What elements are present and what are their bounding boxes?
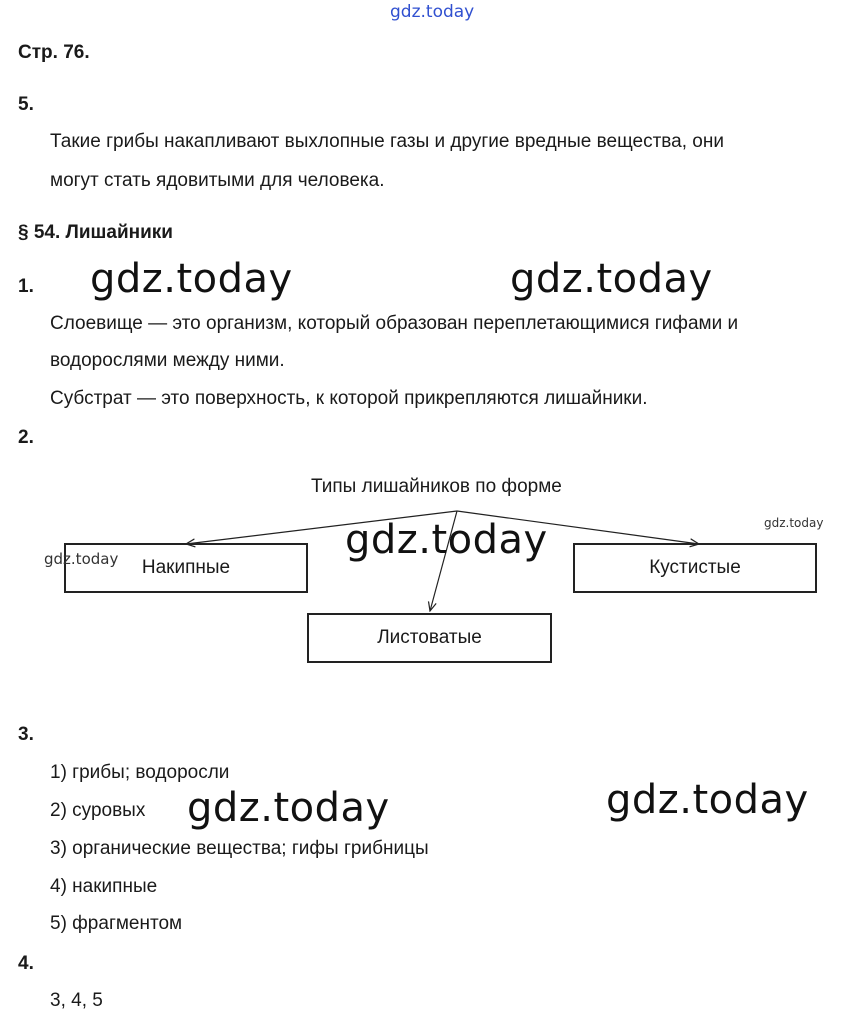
box-crustose-label: Накипные (141, 557, 231, 578)
question-5-line-2: могут стать ядовитыми для человека. (50, 170, 385, 191)
watermark-q1-left: gdz.today (90, 256, 293, 302)
watermark-diagram-left: gdz.today (44, 550, 119, 568)
question-3-item-4: 4) накипные (50, 876, 158, 897)
question-4-number: 4. (18, 953, 34, 974)
watermark-diagram-right: gdz.today (764, 516, 824, 530)
question-5-number: 5. (18, 94, 34, 115)
question-5-line-1: Такие грибы накапливают выхлопные газы и другие вредные вещества, они (50, 131, 724, 152)
page-header: Стр. 76. (18, 42, 90, 63)
box-fruticose-label: Кустистые (649, 557, 741, 578)
question-1-line-1: Слоевище — это организм, который образован переплетающимися гифами и (50, 313, 739, 334)
question-1-number: 1. (18, 276, 34, 297)
watermark-q1-right: gdz.today (510, 256, 713, 302)
question-4-answer: 3, 4, 5 (50, 990, 103, 1011)
watermark-diagram-center: gdz.today (345, 517, 548, 563)
watermark-q3-left: gdz.today (187, 785, 390, 831)
question-2-number: 2. (18, 427, 34, 448)
box-foliose-label: Листоватые (377, 627, 482, 648)
question-3-item-3: 3) органические вещества; гифы грибницы (50, 838, 429, 859)
box-fruticose (573, 543, 817, 593)
question-3-item-2: 2) суровых (50, 800, 146, 821)
question-3-number: 3. (18, 724, 34, 745)
diagram-title: Типы лишайников по форме (311, 476, 562, 497)
watermark-q3-right: gdz.today (606, 777, 809, 823)
watermark-top: gdz.today (390, 2, 475, 22)
question-3-item-5: 5) фрагментом (50, 913, 183, 934)
section-title: § 54. Лишайники (18, 222, 173, 243)
question-1-line-2: водорослями между ними. (50, 350, 285, 371)
box-foliose (307, 613, 552, 663)
question-3-item-1: 1) грибы; водоросли (50, 762, 230, 783)
question-1-line-3: Субстрат — это поверхность, к которой прикрепляются лишайники. (50, 388, 648, 409)
